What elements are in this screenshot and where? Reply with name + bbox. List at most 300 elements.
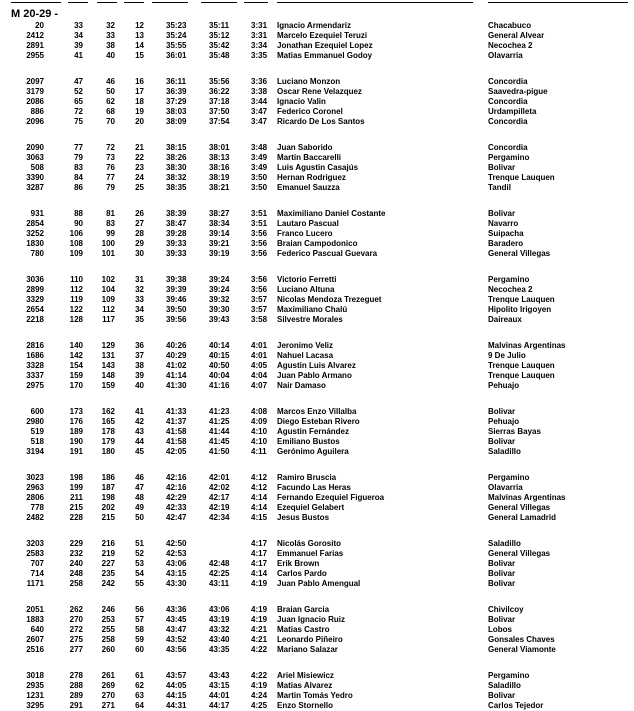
overall-place: 277: [69, 645, 83, 654]
city: General Alvear: [488, 31, 545, 40]
bib-number: 20: [35, 21, 44, 30]
overall-place: 154: [69, 361, 83, 370]
runner-name: Hernan Rodriguez: [277, 173, 346, 182]
result-row: [0, 361, 634, 371]
city: Baradero: [488, 239, 524, 248]
city: Concordia: [488, 97, 528, 106]
runner-name: Nahuel Lacasa: [277, 351, 334, 360]
result-row: [0, 351, 634, 361]
overall-place: 189: [69, 427, 83, 436]
city: Hipolito Irigoyen: [488, 305, 552, 314]
city: General Villegas: [488, 503, 551, 512]
city: Olavarria: [488, 51, 523, 60]
overall-place: 289: [69, 691, 83, 700]
overall-place: 291: [69, 701, 83, 710]
gender-place: 38: [106, 41, 115, 50]
net-time: 42:25: [209, 569, 230, 578]
net-time: 36:22: [209, 87, 230, 96]
gender-place: 81: [106, 209, 115, 218]
city: Pergamino: [488, 473, 530, 482]
overall-place: 72: [74, 107, 83, 116]
gun-time: 38:35: [166, 183, 187, 192]
bib-number: 518: [30, 437, 44, 446]
overall-place: 84: [74, 173, 83, 182]
overall-place: 228: [69, 513, 83, 522]
bib-number: 3063: [26, 153, 44, 162]
net-time: 42:17: [209, 493, 230, 502]
runner-name: Mariano Salazar: [277, 645, 338, 654]
result-row: [0, 163, 634, 173]
category-place: 23: [135, 163, 144, 172]
category-place: 33: [135, 295, 144, 304]
gun-time: 42:16: [166, 483, 187, 492]
city: Trenque Lauquen: [488, 361, 555, 370]
category-place: 60: [135, 645, 144, 654]
bib-number: 886: [30, 107, 44, 116]
gender-place: 202: [101, 503, 115, 512]
runner-name: Ezequiel Gelabert: [277, 503, 345, 512]
runner-name: Gerónimo Aguilera: [277, 447, 349, 456]
gun-time: 38:39: [166, 209, 187, 218]
result-row: [0, 513, 634, 523]
net-time: 43:15: [209, 681, 230, 690]
overall-place: 110: [70, 275, 83, 284]
city: Malvinas Argentinas: [488, 493, 566, 502]
category-place: 46: [135, 473, 144, 482]
runner-name: Braian Garcia: [277, 605, 330, 614]
overall-place: 159: [69, 371, 83, 380]
bib-number: 1231: [26, 691, 44, 700]
net-time: 42:48: [209, 559, 230, 568]
net-time: 35:48: [209, 51, 230, 60]
gun-time: 43:47: [166, 625, 187, 634]
bib-number: 2955: [26, 51, 44, 60]
gender-place: 179: [101, 437, 115, 446]
bib-number: 3194: [26, 447, 44, 456]
gun-time: 43:52: [166, 635, 187, 644]
gender-place: 109: [101, 295, 115, 304]
runner-name: Marcos Enzo Villalba: [277, 407, 357, 416]
bib-number: 2975: [26, 381, 44, 390]
gun-time: 39:38: [166, 275, 187, 284]
category-place: 17: [135, 87, 144, 96]
category-place: 39: [135, 371, 144, 380]
category-place: 49: [135, 503, 144, 512]
net-time: 38:01: [209, 143, 230, 152]
category-place: 47: [135, 483, 144, 492]
city: Chacabuco: [488, 21, 532, 30]
bib-number: 3337: [26, 371, 44, 380]
net-time: 38:19: [209, 173, 230, 182]
net-time: 43:11: [209, 579, 230, 588]
runner-name: Jonathan Ezequiel Lopez: [277, 41, 373, 50]
bib-number: 931: [30, 209, 44, 218]
overall-place: 142: [69, 351, 83, 360]
city: Pehuajo: [488, 417, 520, 426]
category-place: 21: [135, 143, 144, 152]
runner-name: Carlos Pardo: [277, 569, 327, 578]
result-row: [0, 635, 634, 645]
gender-place: 178: [101, 427, 115, 436]
bib-number: 2516: [26, 645, 44, 654]
category-place: 43: [135, 427, 144, 436]
gun-time: 44:15: [166, 691, 187, 700]
bib-number: 2816: [26, 341, 44, 350]
city: Saavedra-pigue: [488, 87, 548, 96]
category-place: 41: [135, 407, 144, 416]
category-place: 18: [135, 97, 144, 106]
runner-name: Juan Pablo Amengual: [277, 579, 361, 588]
header-rule: [488, 2, 628, 3]
result-row: [0, 31, 634, 41]
gender-place: 187: [101, 483, 115, 492]
gender-place: 143: [101, 361, 115, 370]
pace: 3:44: [251, 97, 268, 106]
gun-time: 43:57: [166, 671, 187, 680]
bib-number: 3036: [26, 275, 44, 284]
category-place: 27: [135, 219, 144, 228]
runner-name: Ramiro Bruscia: [277, 473, 337, 482]
pace: 4:19: [251, 605, 268, 614]
gun-time: 39:46: [166, 295, 187, 304]
net-time: 39:19: [209, 249, 230, 258]
bib-number: 2051: [26, 605, 44, 614]
gun-time: 39:50: [166, 305, 187, 314]
gender-place: 40: [106, 51, 115, 60]
city: 9 De Julio: [488, 351, 526, 360]
gender-place: 32: [106, 21, 115, 30]
runner-name: Franco Lucero: [277, 229, 333, 238]
gun-time: 35:55: [166, 41, 187, 50]
pace: 3:57: [251, 295, 268, 304]
result-row: [0, 645, 634, 655]
net-time: 38:21: [209, 183, 230, 192]
gender-place: 148: [101, 371, 115, 380]
group-spacer: [0, 391, 634, 407]
gun-time: 35:24: [166, 31, 187, 40]
runner-name: Juan Ignacio Ruiz: [277, 615, 346, 624]
city: Bolivar: [488, 559, 516, 568]
category-place: 55: [135, 579, 144, 588]
result-row: [0, 447, 634, 457]
bib-number: 3179: [26, 87, 44, 96]
bib-number: 2090: [26, 143, 44, 152]
category-place: 20: [135, 117, 144, 126]
result-row: [0, 701, 634, 711]
gender-place: 112: [102, 305, 115, 314]
pace: 4:09: [251, 417, 268, 426]
gun-time: 39:39: [166, 285, 187, 294]
pace: 4:14: [251, 503, 268, 512]
pace: 4:24: [251, 691, 268, 700]
gender-place: 180: [101, 447, 115, 456]
category-place: 54: [135, 569, 144, 578]
gender-place: 255: [101, 625, 115, 634]
pace: 4:14: [251, 569, 268, 578]
net-time: 35:56: [209, 77, 230, 86]
pace: 4:04: [251, 371, 268, 380]
net-time: 39:32: [209, 295, 230, 304]
category-place: 51: [135, 539, 144, 548]
overall-place: 198: [69, 473, 83, 482]
gun-time: 43:45: [166, 615, 187, 624]
runner-name: Matias Alvarez: [277, 681, 333, 690]
gun-time: 38:30: [166, 163, 187, 172]
gun-time: 39:56: [166, 315, 187, 324]
overall-place: 258: [69, 579, 83, 588]
result-row: [0, 681, 634, 691]
city: Necochea 2: [488, 285, 533, 294]
gun-time: 38:03: [166, 107, 187, 116]
category-place: 42: [135, 417, 144, 426]
group-spacer: [0, 193, 634, 209]
bib-number: 2899: [26, 285, 44, 294]
gun-time: 43:36: [166, 605, 187, 614]
gender-place: 83: [106, 219, 115, 228]
pace: 4:01: [251, 341, 268, 350]
gender-place: 253: [101, 615, 115, 624]
result-row: [0, 503, 634, 513]
group-spacer: [0, 523, 634, 539]
runner-name: Ignacio Armendariz: [277, 21, 351, 30]
runner-name: Erik Brown: [277, 559, 320, 568]
category-place: 37: [135, 351, 144, 360]
category-place: 56: [135, 605, 144, 614]
gender-place: 159: [101, 381, 115, 390]
gun-time: 41:02: [166, 361, 187, 370]
runner-name: Luciano Monzon: [277, 77, 341, 86]
gun-time: 39:33: [166, 249, 187, 258]
result-row: [0, 579, 634, 589]
pace: 3:58: [251, 315, 268, 324]
pace: 4:22: [251, 645, 268, 654]
gun-time: 43:15: [166, 569, 187, 578]
overall-place: 173: [69, 407, 83, 416]
bib-number: 2086: [26, 97, 44, 106]
city: General Viamonte: [488, 645, 556, 654]
category-place: 63: [135, 691, 144, 700]
city: Saladillo: [488, 539, 521, 548]
pace: 4:25: [251, 701, 268, 710]
bib-number: 3390: [26, 173, 44, 182]
overall-place: 128: [69, 315, 83, 324]
gun-time: 40:29: [166, 351, 187, 360]
bib-number: 780: [30, 249, 44, 258]
gender-place: 46: [106, 77, 115, 86]
category-place: 32: [135, 285, 144, 294]
net-time: 38:34: [209, 219, 230, 228]
gender-place: 62: [106, 97, 115, 106]
gun-time: 37:29: [166, 97, 187, 106]
result-row: [0, 209, 634, 219]
bib-number: 2096: [26, 117, 44, 126]
runner-name: Leonardo Piñeiro: [277, 635, 343, 644]
net-time: 43:19: [209, 615, 230, 624]
pace: 4:19: [251, 579, 268, 588]
bib-number: 2482: [26, 513, 44, 522]
pace: 3:48: [251, 143, 268, 152]
result-row: [0, 275, 634, 285]
bib-number: 3252: [26, 229, 44, 238]
gun-time: 41:30: [166, 381, 187, 390]
overall-place: 65: [74, 97, 83, 106]
bib-number: 2607: [26, 635, 44, 644]
gender-place: 76: [106, 163, 115, 172]
bib-number: 2806: [26, 493, 44, 502]
runner-name: Jesus Bustos: [277, 513, 330, 522]
gender-place: 72: [106, 143, 115, 152]
overall-place: 211: [70, 493, 83, 502]
header-rule: [152, 2, 188, 3]
city: Gonsales Chaves: [488, 635, 555, 644]
gender-place: 235: [101, 569, 115, 578]
category-place: 16: [135, 77, 144, 86]
pace: 3:56: [251, 285, 268, 294]
bib-number: 714: [30, 569, 44, 578]
overall-place: 278: [69, 671, 83, 680]
runner-name: Facundo Las Heras: [277, 483, 351, 492]
net-time: 35:42: [209, 41, 230, 50]
overall-place: 191: [69, 447, 83, 456]
gun-time: 42:33: [166, 503, 187, 512]
gun-time: 38:47: [166, 219, 187, 228]
runner-name: Nicolás Gorosito: [277, 539, 342, 548]
overall-place: 272: [69, 625, 83, 634]
bib-number: 640: [30, 625, 44, 634]
group-spacer: [0, 589, 634, 605]
pace: 4:15: [251, 513, 268, 522]
gender-place: 73: [106, 153, 115, 162]
runner-name: Ricardo De Los Santos: [277, 117, 365, 126]
pace: 4:01: [251, 351, 268, 360]
city: Bolivar: [488, 407, 516, 416]
result-row: [0, 569, 634, 579]
net-time: 39:14: [209, 229, 230, 238]
result-row: [0, 605, 634, 615]
gender-place: 260: [101, 645, 115, 654]
bib-number: 707: [30, 559, 44, 568]
city: Tandil: [488, 183, 511, 192]
gun-time: 39:33: [166, 239, 187, 248]
overall-place: 34: [74, 31, 83, 40]
overall-place: 77: [74, 143, 83, 152]
gender-place: 270: [101, 691, 115, 700]
city: Concordia: [488, 77, 528, 86]
gun-time: 42:53: [166, 549, 187, 558]
category-place: 36: [135, 341, 144, 350]
runner-name: Federico Coronel: [277, 107, 343, 116]
pace: 4:17: [251, 549, 268, 558]
group-spacer: [0, 259, 634, 275]
category-place: 25: [135, 183, 144, 192]
gender-place: 186: [101, 473, 115, 482]
city: Pergamino: [488, 153, 530, 162]
pace: 4:19: [251, 615, 268, 624]
result-row: [0, 305, 634, 315]
city: Suipacha: [488, 229, 524, 238]
category-place: 53: [135, 559, 144, 568]
overall-place: 232: [69, 549, 83, 558]
net-time: 42:01: [209, 473, 230, 482]
pace: 3:31: [251, 31, 268, 40]
runner-name: Ariel Misiewicz: [277, 671, 334, 680]
gender-place: 198: [101, 493, 115, 502]
net-time: 42:19: [209, 503, 230, 512]
net-time: 40:14: [209, 341, 230, 350]
overall-place: 199: [69, 483, 83, 492]
runner-name: Braian Campodonico: [277, 239, 358, 248]
gun-time: 42:05: [166, 447, 187, 456]
net-time: 40:50: [209, 361, 230, 370]
runner-name: Juan Pablo Armano: [277, 371, 352, 380]
city: Olavarria: [488, 483, 523, 492]
pace: 4:07: [251, 381, 268, 390]
category-place: 12: [135, 21, 144, 30]
pace: 3:56: [251, 239, 268, 248]
net-time: 37:18: [209, 97, 230, 106]
overall-place: 79: [74, 153, 83, 162]
overall-place: 240: [69, 559, 83, 568]
gun-time: 36:39: [166, 87, 187, 96]
overall-place: 176: [69, 417, 83, 426]
net-time: 43:40: [209, 635, 230, 644]
bib-number: 2654: [26, 305, 44, 314]
gun-time: 41:58: [166, 427, 187, 436]
bib-number: 1830: [26, 239, 44, 248]
bib-number: 2980: [26, 417, 44, 426]
net-time: 35:11: [209, 21, 230, 30]
net-time: 41:16: [209, 381, 230, 390]
result-row: [0, 239, 634, 249]
gun-time: 41:14: [166, 371, 187, 380]
runner-name: Fernando Ezequiel Figueroa: [277, 493, 385, 502]
pace: 4:08: [251, 407, 268, 416]
pace: 4:17: [251, 539, 268, 548]
net-time: 40:15: [209, 351, 230, 360]
gun-time: 38:26: [166, 153, 187, 162]
bib-number: 3018: [26, 671, 44, 680]
bib-number: 3295: [26, 701, 44, 710]
result-row: [0, 691, 634, 701]
gun-time: 41:33: [166, 407, 187, 416]
header-rule: [11, 2, 61, 3]
city: Trenque Lauquen: [488, 173, 555, 182]
category-place: 59: [135, 635, 144, 644]
result-row: [0, 371, 634, 381]
city: Malvinas Argentinas: [488, 341, 566, 350]
pace: 3:56: [251, 229, 268, 238]
group-spacer: [0, 457, 634, 473]
bib-number: 600: [30, 407, 44, 416]
runner-name: Agustin Fernández: [277, 427, 350, 436]
group-spacer: [0, 61, 634, 77]
city: Bolivar: [488, 691, 516, 700]
net-time: 42:02: [209, 483, 230, 492]
runner-name: Martin Baccarelli: [277, 153, 342, 162]
overall-place: 270: [69, 615, 83, 624]
header-rule: [201, 2, 237, 3]
result-row: [0, 427, 634, 437]
result-row: [0, 41, 634, 51]
runner-name: Emiliano Bustos: [277, 437, 340, 446]
net-time: 44:17: [209, 701, 230, 710]
pace: 4:21: [251, 625, 268, 634]
city: Bolivar: [488, 209, 516, 218]
category-place: 24: [135, 173, 144, 182]
gender-place: 271: [101, 701, 115, 710]
result-row: [0, 21, 634, 31]
result-row: [0, 437, 634, 447]
